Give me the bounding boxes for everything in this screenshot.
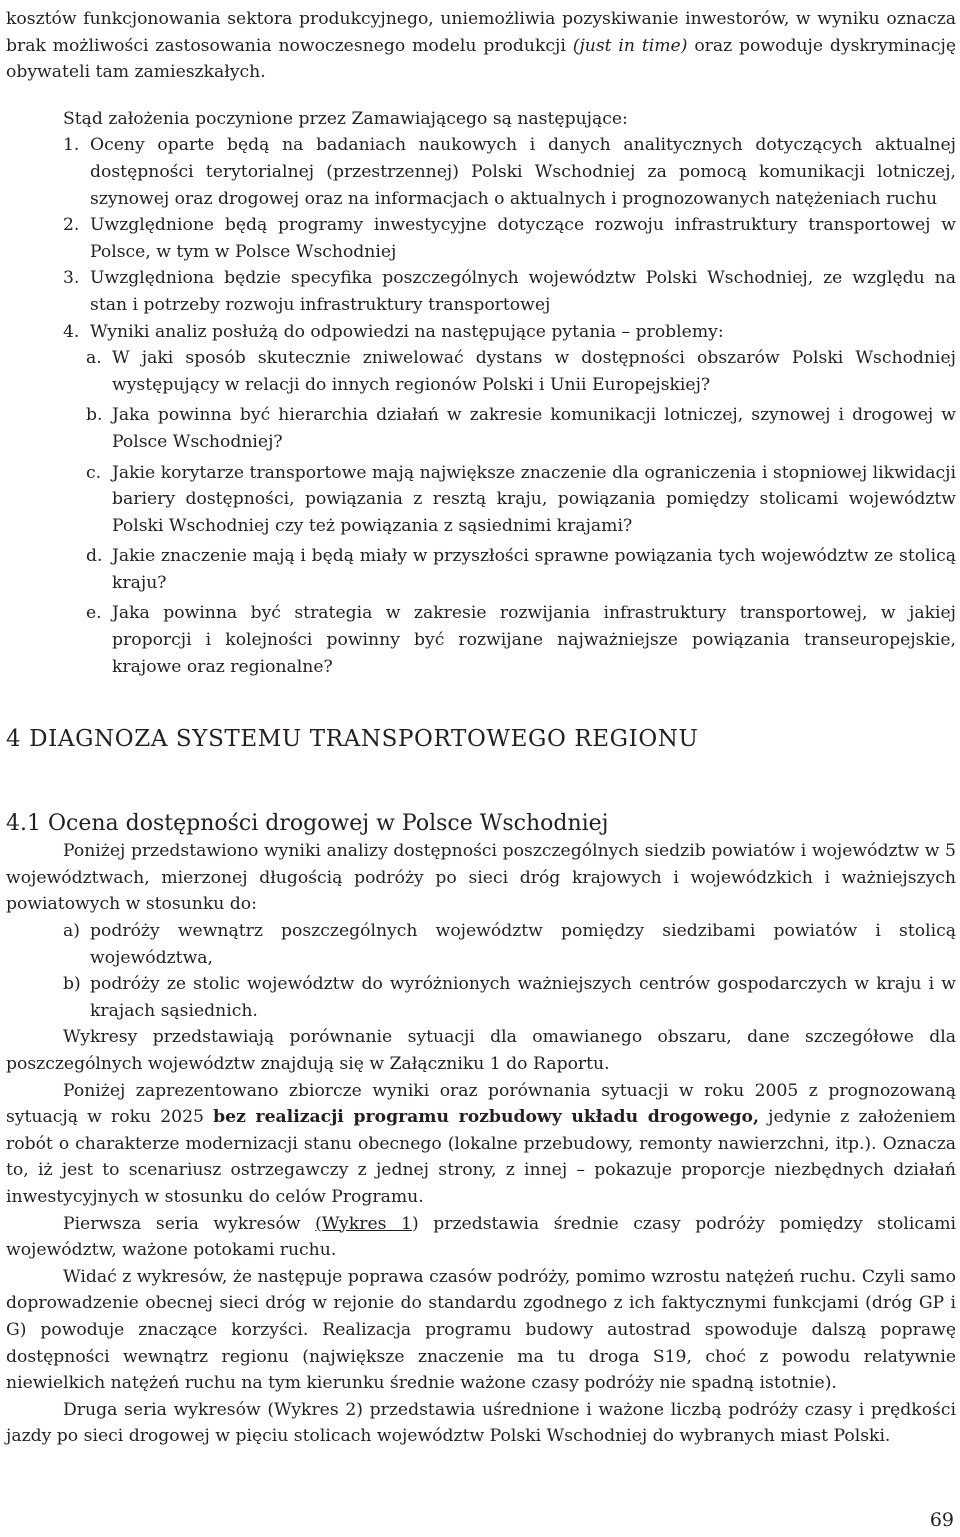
section-paragraph: Pierwsza seria wykresów (Wykres 1) przedstawia średnie czasy podróży pomiędzy stolicami województw, ważone potokami ruchu.	[6, 1213, 956, 1261]
section-paragraph: Widać z wykresów, że następuje poprawa czasów podróży, pomimo wzrostu natężeń ruchu. Czyli samo doprowadzenie obecnej sieci dróg w rejonie do standardu zgodnego z ich faktycznymi funkcjami (dróg GP i G) powoduje znaczące korzyści. Realizacja programu budowy autostrad spowoduje dalszą poprawę dostępności wewnątrz regionu (największe znaczenie ma tu droga S19, choć z powodu relatywnie niewielkich natężeń ruchu na tym kierunku średnie ważone czasy podróży nie spadną istotnie).	[6, 1266, 956, 1394]
page-number: 69	[929, 1509, 954, 1531]
list-item: a) podróży wewnątrz poszczególnych województw pomiędzy siedzibami powiatów i stolicą województwa,	[63, 921, 956, 968]
question-item: a. W jaki sposób skutecznie zniwelować dystans w dostępności obszarów Polski Wschodniej występujący w relacji do innych regionów Polski i Unii Europejskiej?	[86, 348, 956, 395]
question-item: d. Jakie znaczenie mają i będą miały w przyszłości sprawne powiązania tych województw ze stolicą kraju?	[86, 546, 956, 593]
question-item: c. Jakie korytarze transportowe mają największe znaczenie dla ograniczenia i stopniowej likwidacji bariery dostępności, powiązania z resztą kraju, powiązania pomiędzy stolicami województw Polski Wschodniej czy też powiązania z sąsiednimi krajami?	[86, 462, 956, 536]
document-page	[6, 6, 956, 1450]
list-item: b) podróży ze stolic województw do wyróżnionych ważniejszych centrów gospodarczych w kraju i w krajach sąsiednich.	[63, 974, 956, 1021]
chart-reference-link[interactable]: (Wykres 1	[315, 1213, 412, 1234]
section-paragraph: Poniżej zaprezentowano zbiorcze wyniki oraz porównania sytuacji w roku 2005 z prognozowaną sytuacją w roku 2025 bez realizacji programu rozbudowy układu drogowego, jedynie z założeniem robót o charakterze modernizacji stanu obecnego (lokalne przebudowy, remonty nawierzchni, itp.). Oznacza to, iż jest to scenariusz ostrzegawczy z jednej strony, z innej – pokazuje proporcje niezbędnych działań inwestycyjnych w stosunku do celów Programu.	[6, 1080, 956, 1207]
assumptions-lead: Stąd założenia poczynione przez Zamawiającego są następujące:	[63, 108, 628, 129]
intro-paragraph: kosztów funkcjonowania sektora produkcyjnego, uniemożliwia pozyskiwanie inwestorów, w wyniku oznacza brak możliwości zastosowania nowoczesnego modelu produkcji (just in time) oraz powoduje dyskryminację obywateli tam zamieszkałych.	[6, 9, 957, 83]
section-paragraph: Druga seria wykresów (Wykres 2) przedstawia uśrednione i ważone liczbą podróży czasy i prędkości jazdy po sieci drogowej w pięciu stolicach województw Polski Wschodniej do wybranych miast Polski.	[6, 1399, 956, 1447]
chapter-heading: 4 DIAGNOZA SYSTEMU TRANSPORTOWEGO REGIONU	[6, 726, 699, 753]
list-item: 4. Wyniki analiz posłużą do odpowiedzi na następujące pytania – problemy:	[63, 321, 724, 342]
list-item: 1. Oceny oparte będą na badaniach naukowych i danych analitycznych dotyczących aktualnej dostępności terytorialnej (przestrzennej) Polski Wschodniej za pomocą komunikacji lotniczej, szynowej oraz drogowej oraz na informacjach o aktualnych i prognozowanych natężeniach ruchu	[63, 135, 956, 209]
list-item: 3. Uwzględniona będzie specyfika poszczególnych województw Polski Wschodniej, ze względu na stan i potrzeby rozwoju infrastruktury transportowej	[63, 268, 956, 315]
list-item: 2. Uwzględnione będą programy inwestycyjne dotyczące rozwoju infrastruktury transportowej w Polsce, w tym w Polsce Wschodniej	[63, 215, 956, 262]
question-item: b. Jaka powinna być hierarchia działań w zakresie komunikacji lotniczej, szynowej i drogowej w Polsce Wschodniej?	[86, 405, 956, 452]
question-item: e. Jaka powinna być strategia w zakresie rozwijania infrastruktury transportowej, w jakiej proporcji i kolejności powinny być rozwijane najważniejsze powiązania transeuropejskie, krajowe oraz regionalne?	[86, 603, 956, 677]
section-heading: 4.1 Ocena dostępności drogowej w Polsce Wschodniej	[6, 811, 609, 837]
section-paragraph: Poniżej przedstawiono wyniki analizy dostępności poszczególnych siedzib powiatów i województw w 5 województwach, mierzonej długością podróży po sieci dróg krajowych i wojewódzkich i ważniejszych powiatowych w stosunku do:	[6, 841, 956, 915]
section-paragraph: Wykresy przedstawiają porównanie sytuacji dla omawianego obszaru, dane szczegółowe dla poszczególnych województw znajdują się w Załączniku 1 do Raportu.	[6, 1027, 956, 1074]
